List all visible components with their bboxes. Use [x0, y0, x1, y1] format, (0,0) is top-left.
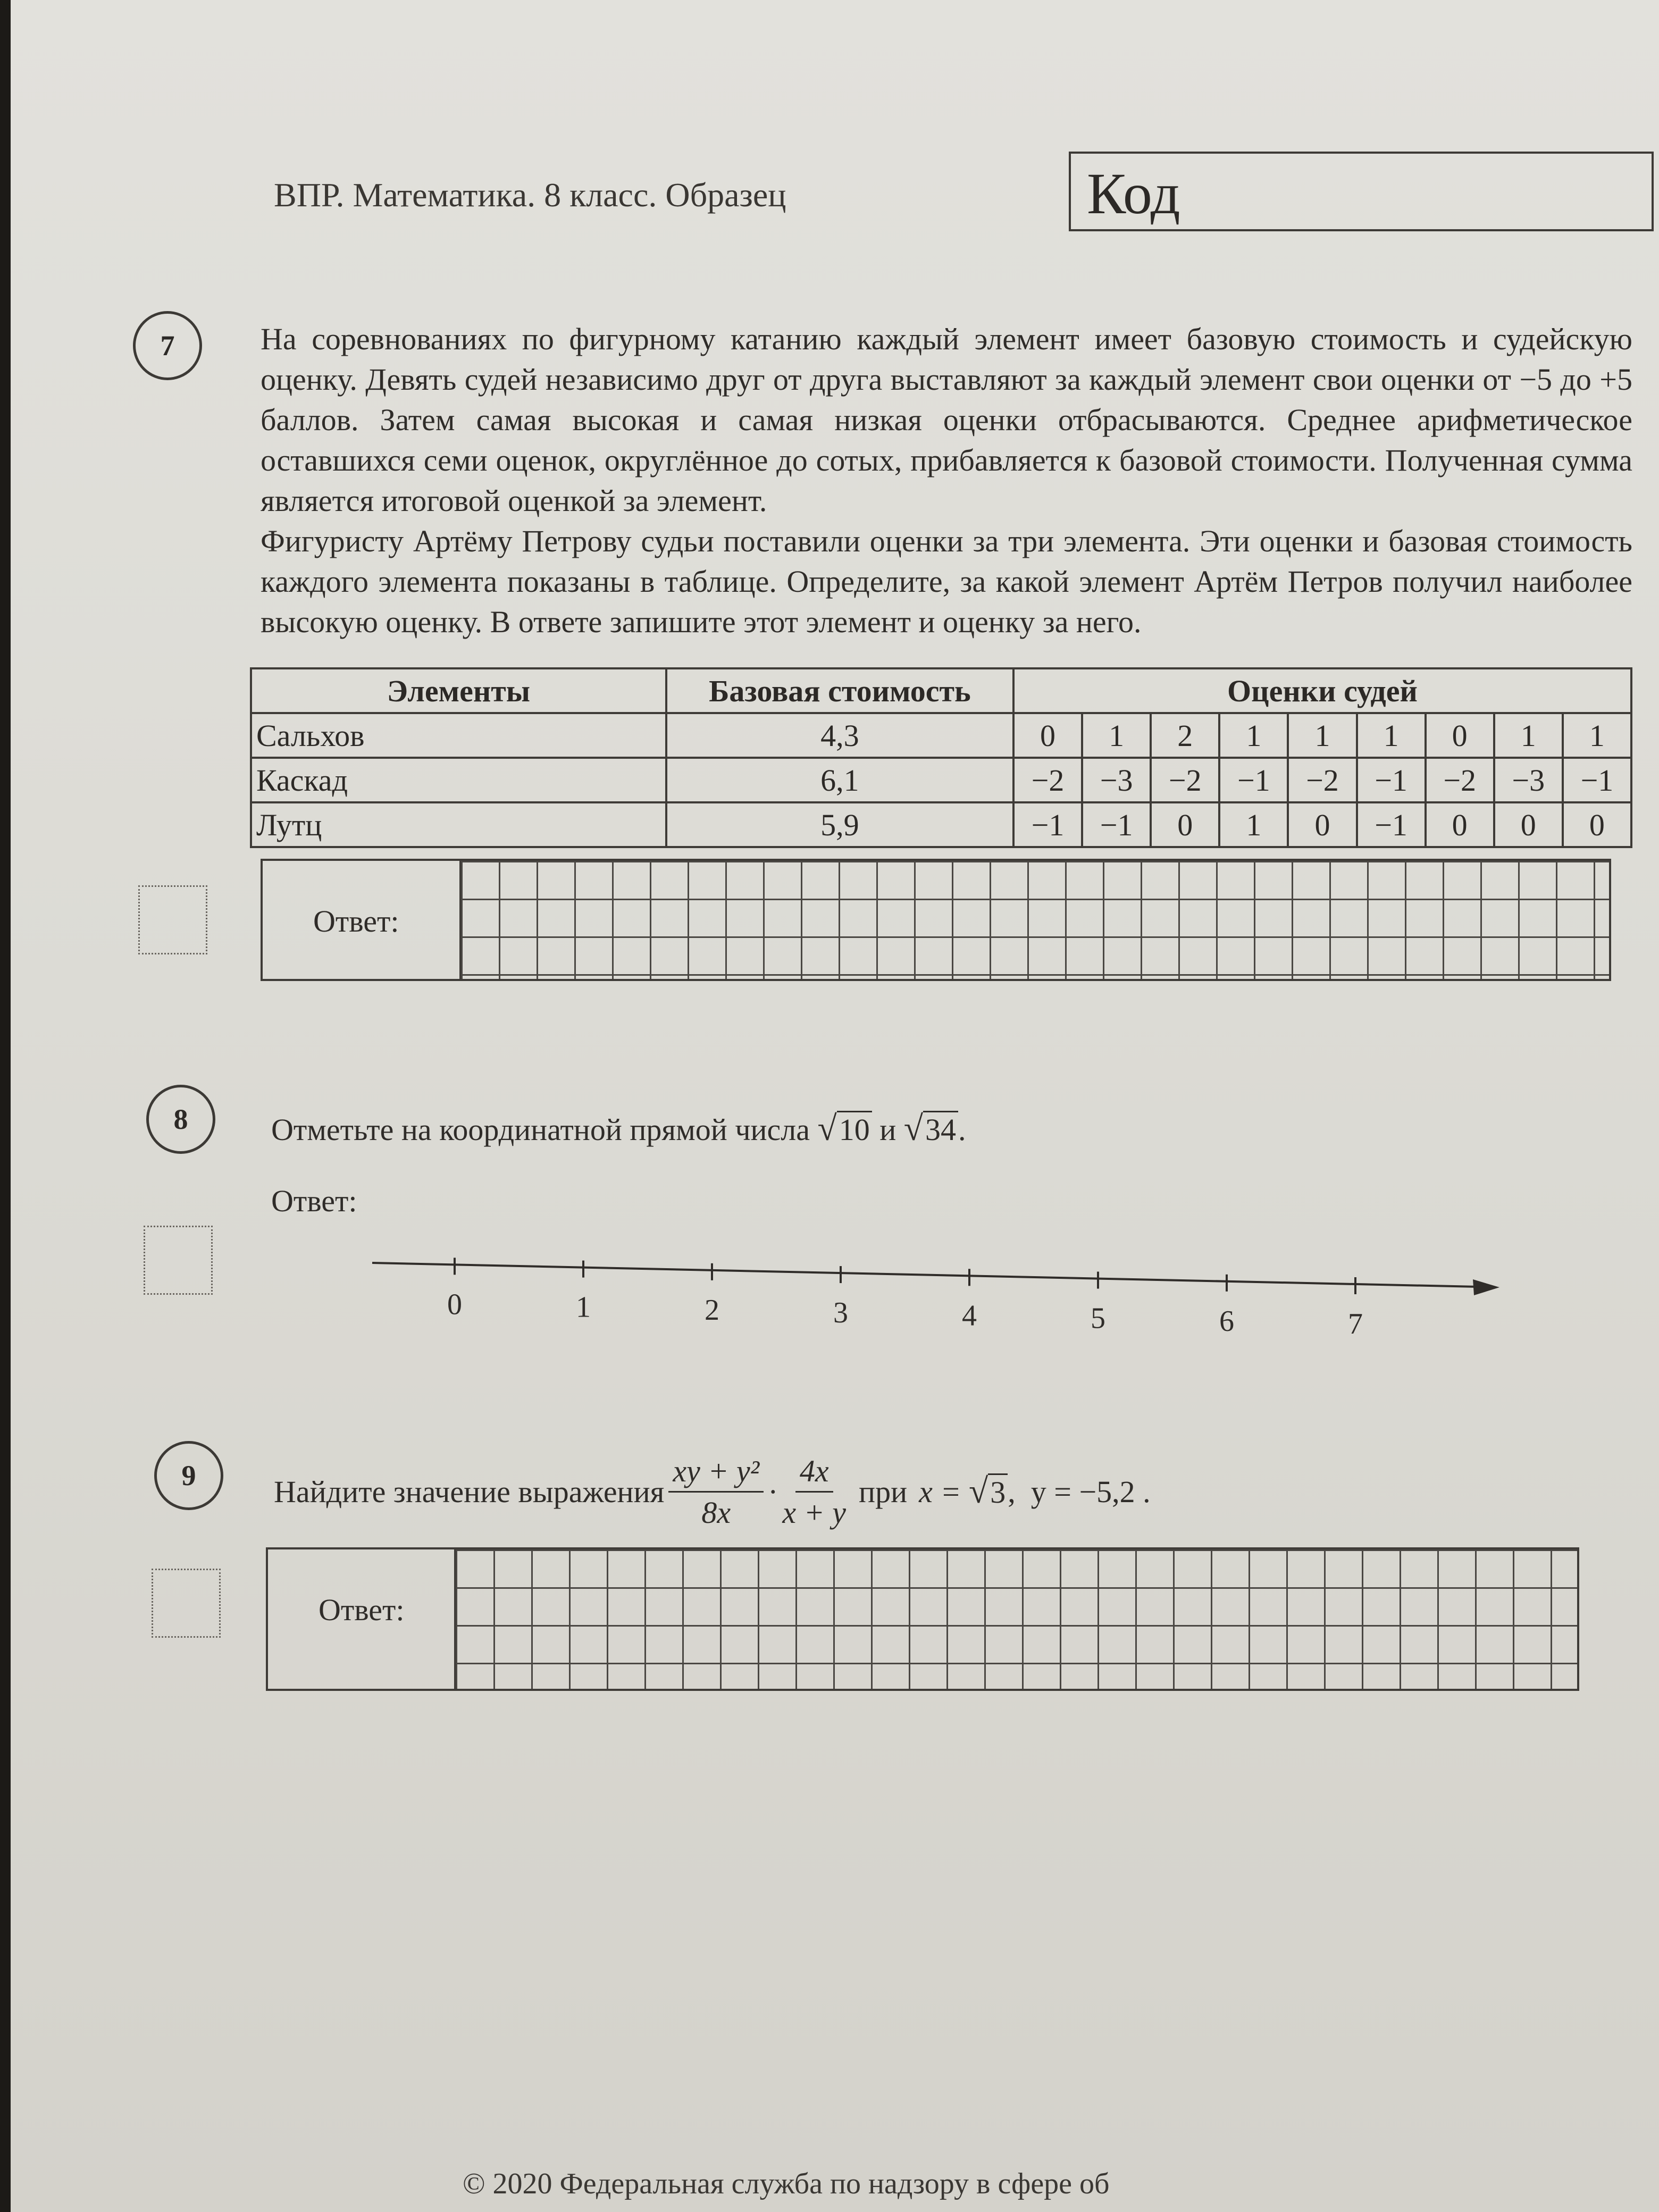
element-name: Лутц: [251, 802, 666, 847]
judge-score: −2: [1151, 758, 1219, 802]
scores-table: [250, 667, 1632, 848]
task-7-text: [261, 319, 1632, 642]
table-row: [251, 713, 1631, 758]
header-base-cost: Базовая стоимость: [666, 668, 1013, 713]
task-7-answer-label: Ответ:: [313, 904, 399, 939]
sqrt-3-radicand: 3: [988, 1473, 1008, 1510]
number-line-axis: [372, 1263, 1478, 1287]
judge-score: 0: [1013, 713, 1082, 758]
judge-score: 1: [1563, 713, 1631, 758]
task-9-prompt: Найдите значение выражения: [274, 1474, 665, 1509]
task-9-score-box[interactable]: [152, 1569, 221, 1638]
judge-score: 0: [1151, 802, 1219, 847]
header-elements: Элементы: [251, 668, 666, 713]
fraction-1-denominator: 8x: [701, 1495, 731, 1530]
task-8-period: .: [958, 1112, 966, 1147]
judge-score: 2: [1151, 713, 1219, 758]
sqrt-10: √10: [817, 1109, 872, 1149]
x-condition: x =: [919, 1474, 969, 1509]
table-header-row: [251, 668, 1631, 713]
judge-score: 1: [1288, 713, 1356, 758]
sqrt-34: √34: [904, 1109, 958, 1149]
task-8-score-box[interactable]: [144, 1226, 213, 1295]
task-7-score-box[interactable]: [138, 885, 207, 954]
sqrt-34-radicand: 34: [923, 1111, 958, 1147]
tick-label: 0: [447, 1288, 462, 1321]
task-8-text: [271, 1109, 966, 1149]
task-7-answer-grid[interactable]: [459, 861, 1609, 979]
sqrt-10-radicand: 10: [837, 1111, 872, 1147]
judge-score: −3: [1494, 758, 1563, 802]
judge-score: 1: [1219, 802, 1288, 847]
number-line-ticks: [447, 1258, 1363, 1340]
task-8-number: 8: [146, 1085, 215, 1154]
footer-copyright: © 2020 Федеральная служба по надзору в сфере об: [463, 2167, 1110, 2200]
judge-score: 0: [1426, 802, 1494, 847]
tick-label: 1: [576, 1291, 591, 1324]
judge-score: −2: [1426, 758, 1494, 802]
tick-label: 6: [1219, 1304, 1234, 1338]
judge-score: −3: [1082, 758, 1151, 802]
worksheet-page: [11, 0, 1659, 2212]
judge-score: 1: [1219, 713, 1288, 758]
judge-score: −1: [1013, 802, 1082, 847]
fraction-2: [782, 1453, 846, 1530]
judge-score: 1: [1357, 713, 1426, 758]
judge-score: 1: [1494, 713, 1563, 758]
fraction-2-numerator: 4x: [795, 1453, 833, 1493]
judge-score: −1: [1357, 802, 1426, 847]
y-condition: , y = −5,2 .: [1008, 1474, 1151, 1509]
code-label: Код: [1087, 161, 1180, 226]
fraction-1-numerator: xy + y²: [668, 1453, 764, 1493]
task-7-paragraph-1: На соревнованиях по фигурному катанию каждый элемент имеет базовую стоимость и судейскую оценку. Девять судей независимо друг от друга выставляют за каждый элемент свои оценки от −5 до +5 баллов. Затем самая высокая и самая низкая оценки отбрасываются. Среднее арифметическое оставшихся семи оценок, округлённое до сотых, прибавляется к базовой стоимости. Полученная сумма является итоговой оценкой за элемент.: [261, 322, 1632, 518]
code-box[interactable]: [1069, 152, 1654, 231]
table-row: [251, 802, 1631, 847]
table-row: [251, 758, 1631, 802]
base-cost: 6,1: [666, 758, 1013, 802]
task-8-prompt: Отметьте на координатной прямой числа: [271, 1112, 810, 1147]
fraction-2-denominator: x + y: [782, 1495, 847, 1530]
judge-score: 0: [1494, 802, 1563, 847]
judge-score: −1: [1219, 758, 1288, 802]
task-9-number: 9: [154, 1441, 223, 1510]
fraction-1: [668, 1453, 764, 1530]
judge-score: 0: [1426, 713, 1494, 758]
judge-score: −1: [1357, 758, 1426, 802]
base-cost: 4,3: [666, 713, 1013, 758]
base-cost: 5,9: [666, 802, 1013, 847]
header-judge-scores: Оценки судей: [1013, 668, 1631, 713]
task-9-answer-grid[interactable]: [454, 1549, 1577, 1689]
sqrt-3: √3: [969, 1471, 1008, 1512]
tick-label: 7: [1348, 1308, 1363, 1341]
task-8-answer-label: Ответ:: [271, 1184, 357, 1218]
judge-score: 0: [1288, 802, 1356, 847]
tick-label: 5: [1091, 1302, 1105, 1335]
task-9-answer-label: Ответ:: [319, 1593, 405, 1627]
element-name: Сальхов: [251, 713, 666, 758]
arrow-right-icon: [1473, 1279, 1499, 1295]
judge-score: −1: [1082, 802, 1151, 847]
task-9-answer-box: [266, 1547, 1579, 1691]
number-line[interactable]: [351, 1244, 1521, 1351]
tick-label: 3: [833, 1296, 848, 1330]
tick-label: 4: [962, 1299, 977, 1333]
task-7-paragraph-2: Фигуристу Артёму Петрову судьи поставили оценки за три элемента. Эти оценки и базовая стоимость каждого элемента показаны в таблице. Определите, за какой элемент Артём Петров получил наиболее высокую оценку. В ответе запишите этот элемент и оценку за него.: [261, 524, 1632, 639]
header-title: ВПР. Математика. 8 класс. Образец: [274, 176, 786, 214]
multiply-dot: ·: [768, 1474, 778, 1509]
task-9-pri: при: [859, 1474, 908, 1509]
task-7-answer-box: [261, 859, 1611, 981]
judge-score: 0: [1563, 802, 1631, 847]
task-7-number: 7: [133, 311, 202, 380]
task-9-text: [274, 1446, 1151, 1537]
judge-score: −2: [1288, 758, 1356, 802]
judge-score: 1: [1082, 713, 1151, 758]
judge-score: −2: [1013, 758, 1082, 802]
task-8-conjunction: и: [879, 1112, 896, 1147]
judge-score: −1: [1563, 758, 1631, 802]
tick-label: 2: [705, 1293, 719, 1327]
element-name: Каскад: [251, 758, 666, 802]
